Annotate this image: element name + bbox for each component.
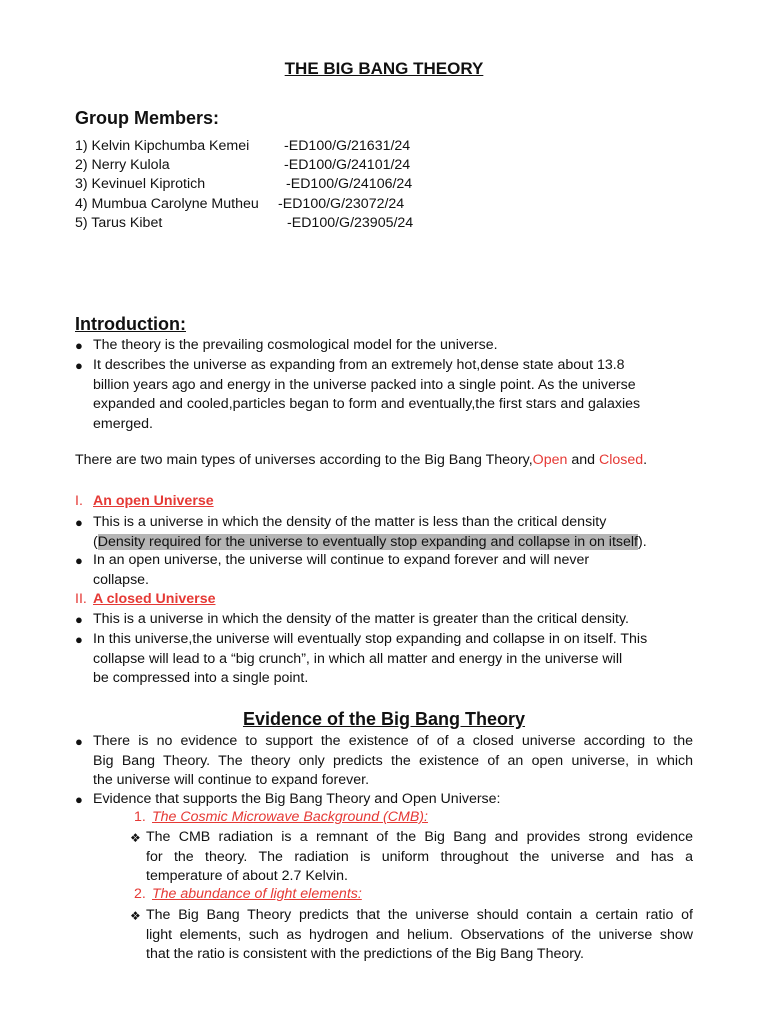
bullet-icon: ● — [75, 553, 83, 568]
member-code: -ED100/G/24106/24 — [286, 176, 413, 192]
member-code: -ED100/G/21631/24 — [284, 138, 411, 154]
member-code: -ED100/G/24101/24 — [284, 157, 411, 173]
types-sentence: There are two main types of universes according to the Big Bang Theory,Open and Closed. — [75, 452, 648, 468]
item1-number: 1. — [134, 809, 146, 825]
item2-title: The abundance of light elements: — [152, 886, 362, 902]
member-row — [75, 215, 435, 235]
item2-number: 2. — [134, 886, 146, 902]
bullet-icon: ● — [75, 734, 83, 749]
member-row — [75, 196, 435, 216]
evidence-bullet-1: There is no evidence to support the existence of of a closed universe according to the Big Bang Theory. The theory only predicts the existence of an open universe, in which the universe will continue to expand forever. — [93, 733, 693, 789]
item1-text: The CMB radiation is a remnant of the Big Bang and provides strong evidence for the theory. The radiation is uniform throughout the universe and has a temperature of about 2.7 Kelvin. — [146, 829, 693, 885]
closed-numeral: II. — [75, 591, 87, 607]
member-name: 3) Kevinuel Kiprotich — [75, 176, 206, 192]
open-universe-heading: An open Universe — [93, 493, 214, 509]
member-name: 5) Tarus Kibet — [75, 215, 163, 231]
closed-universe-heading: A closed Universe — [93, 591, 216, 607]
group-heading: Group Members: — [75, 108, 220, 128]
member-code: -ED100/G/23905/24 — [287, 215, 414, 231]
bullet-icon: ● — [75, 612, 83, 627]
critical-density-highlight: Density required for the universe to eventually stop expanding and collapse in on itself — [97, 533, 638, 550]
open-numeral: I. — [75, 493, 83, 509]
member-name: 1) Kelvin Kipchumba Kemei — [75, 138, 250, 154]
member-row — [75, 176, 435, 196]
intro-heading: Introduction: — [75, 314, 186, 334]
item1-title: The Cosmic Microwave Background (CMB): — [152, 809, 428, 825]
open-bullet-2: In an open universe, the universe will continue to expand forever and will never collapse. — [93, 552, 590, 588]
bullet-icon: ● — [75, 632, 83, 647]
closed-word: Closed — [598, 452, 644, 468]
bullet-icon: ● — [75, 338, 83, 353]
diamond-bullet-icon: ❖ — [130, 909, 141, 923]
member-name: 2) Nerry Kulola — [75, 157, 170, 173]
bullet-icon: ● — [75, 792, 83, 807]
member-row — [75, 138, 435, 158]
item2-text: The Big Bang Theory predicts that the universe should contain a certain ratio of light elements, such as hydrogen and helium. Observations of the universe show that the ratio is consistent with the predictions of the Big Bang Theory. — [146, 907, 693, 963]
bullet-icon: ● — [75, 515, 83, 530]
open-word: Open — [532, 452, 568, 468]
member-row — [75, 157, 435, 177]
intro-bullet-2: It describes the universe as expanding from an extremely hot,dense state about 13.8 billion years ago and energy in the universe packed into a single point. As the universe expanded and cooled,particles began to form and eventually,the first stars and galaxies emerged. — [93, 357, 641, 432]
closed-bullet-1: This is a universe in which the density of the matter is greater than the critical density. — [93, 611, 629, 627]
member-code: -ED100/G/23072/24 — [278, 196, 405, 212]
closed-bullet-2: In this universe,the universe will eventually stop expanding and collapse in on itself. This collapse will lead to a “big crunch”, in which all matter and energy in the universe will be compressed into a single point. — [93, 631, 648, 687]
member-name: 4) Mumbua Carolyne Mutheu — [75, 196, 259, 212]
page-title: THE BIG BANG THEORY — [284, 59, 484, 78]
open-bullet-1: This is a universe in which the density of the matter is less than the critical density (Density required for the universe to eventually stop expanding and collapse in on itself). — [93, 514, 647, 550]
bullet-icon: ● — [75, 358, 83, 373]
diamond-bullet-icon: ❖ — [130, 831, 141, 845]
intro-bullet-1: The theory is the prevailing cosmological model for the universe. — [93, 337, 498, 353]
evidence-heading: Evidence of the Big Bang Theory — [242, 709, 526, 729]
evidence-bullet-2: Evidence that supports the Big Bang Theory and Open Universe: — [93, 791, 501, 807]
